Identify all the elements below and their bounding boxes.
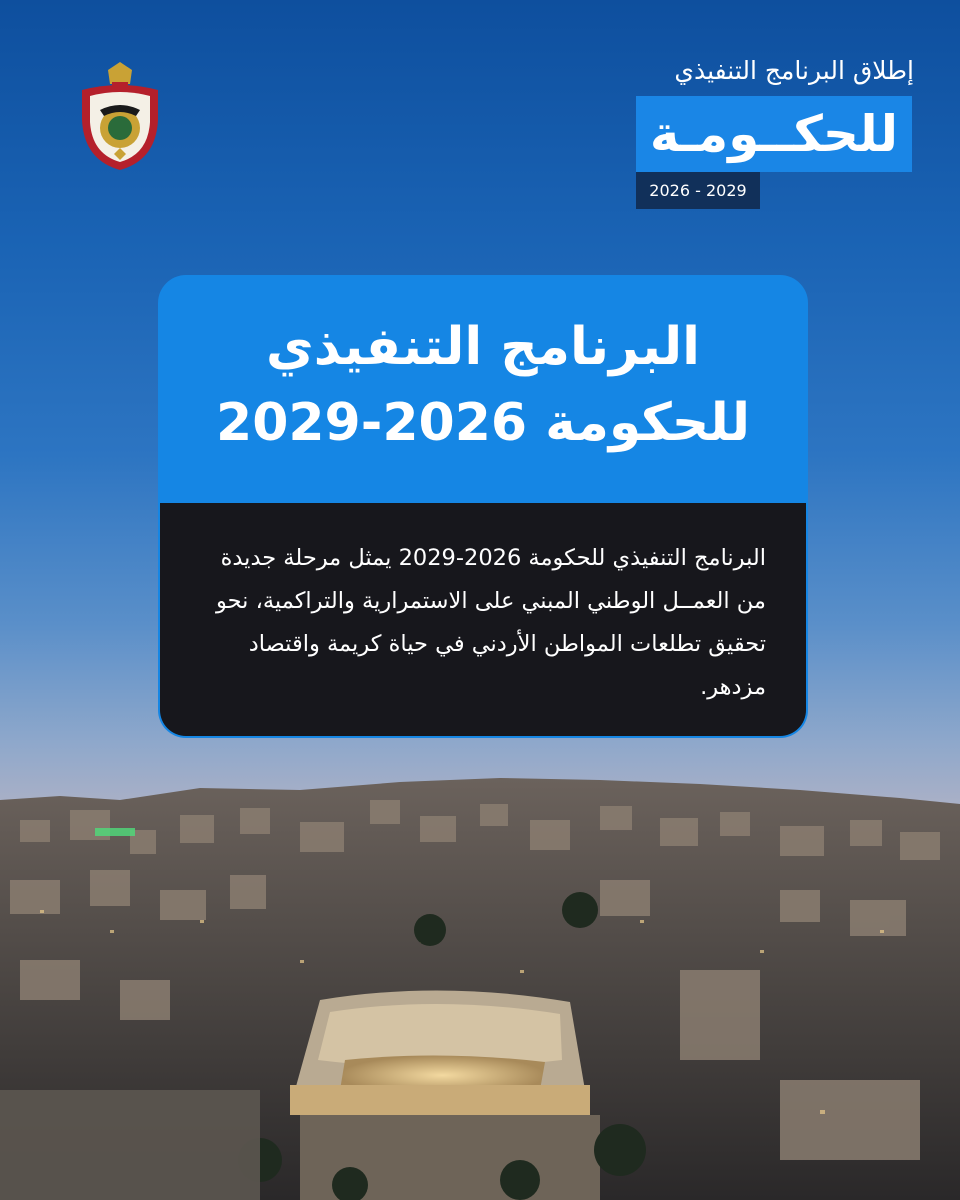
launch-heading: إطلاق البرنامج التنفيذي	[674, 56, 914, 85]
title-card	[158, 275, 808, 503]
description-panel	[158, 503, 808, 738]
description-text: البرنامج التنفيذي للحكومة 2026-2029 يمثل مرحلة جديدة من العمــل الوطني المبني على الاستمرارية والتراكمية، نحو تحقيق تطلعات المواطن الأردني في حياة كريمة واقتصاد مزدهر.	[216, 545, 766, 700]
jordan-coat-of-arms-icon	[78, 60, 162, 172]
card-title-line1: البرنامج التنفيذي	[266, 317, 700, 377]
government-label: للحكــومـة	[636, 96, 912, 172]
amman-city-photo	[0, 760, 960, 1200]
card-title-line2: للحكومة 2026-2029	[216, 393, 750, 453]
years-badge: 2026 - 2029	[636, 172, 760, 209]
